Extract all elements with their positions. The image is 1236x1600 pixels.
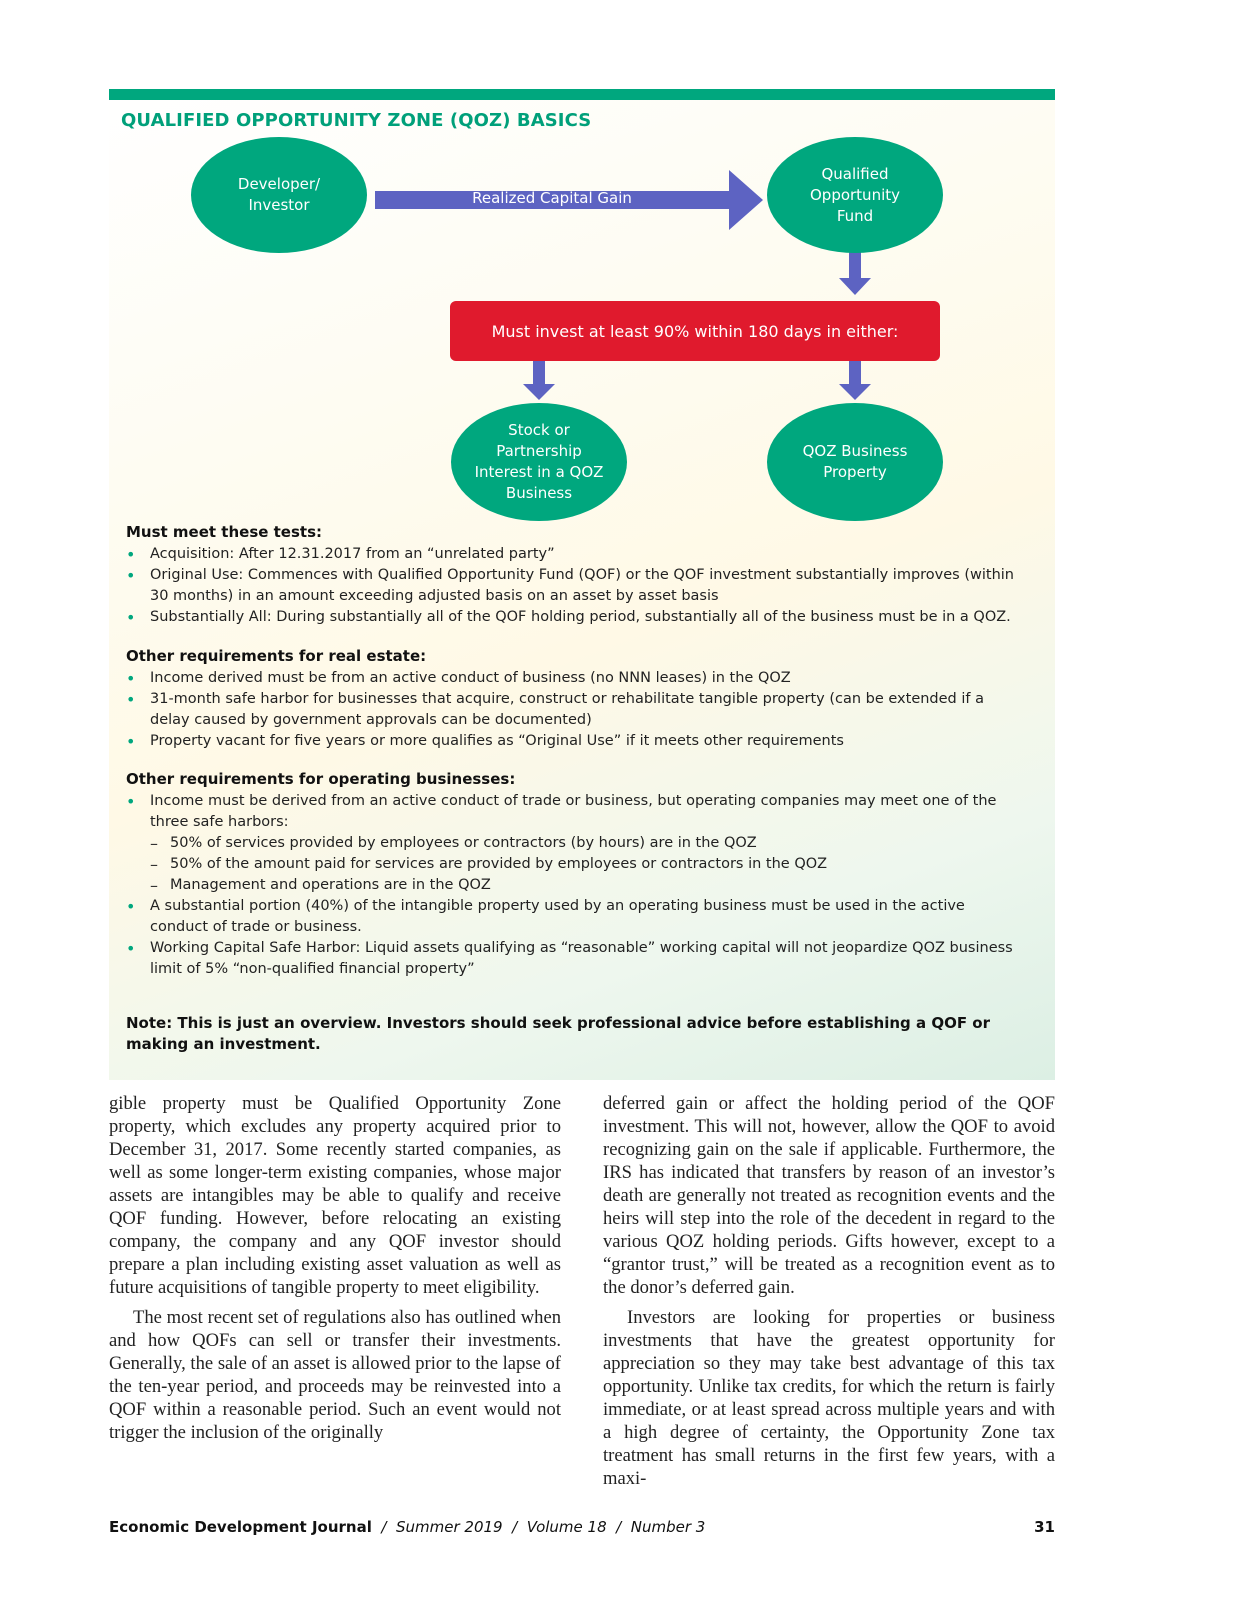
developer-investor-node: Developer/ Investor xyxy=(191,137,367,253)
realized-capital-gain-label: Realized Capital Gain xyxy=(472,189,632,207)
qof-down-arrow xyxy=(839,252,871,295)
page-footer xyxy=(109,1518,1055,1536)
paragraph: deferred gain or affect the holding period of the QOF investment. This will not, however, allow the QOF to avoid recognizing gain on the sale if applicable. Furthermore, the IRS has indicated that transfers by reason of an investor’s death are generally not treated as recognition events and the heirs will step into the role of the decedent in regard to the various QOZ holding periods. Gifts however, except to a “grantor trust,” will be treated as a recognition event as to the donor’s deferred gain. xyxy=(603,1093,1055,1298)
real-estate-requirements-section xyxy=(126,646,1026,752)
stock-down-arrow xyxy=(523,361,555,400)
list-item: • Income must be derived from an active conduct of trade or business, but operating companies may meet one of the three safe harbors: xyxy=(126,791,1026,833)
qoz-basics-figure xyxy=(109,89,1055,1080)
property-down-arrow xyxy=(839,361,871,400)
body-right-column xyxy=(603,1092,1055,1490)
qualified-opportunity-fund-node: Qualified Opportunity Fund xyxy=(767,137,943,253)
list-item: • Original Use: Commences with Qualified Opportunity Fund (QOF) or the QOF investment substantially improves (within 30 months) in an amount exceeding adjusted basis on an asset by asset basis xyxy=(126,565,1026,607)
list-item: • Working Capital Safe Harbor: Liquid assets qualifying as “reasonable” working capital will not jeopardize QOZ business limit of 5% “non-qualified financial property” xyxy=(126,938,1026,980)
issue-info: / Summer 2019 / Volume 18 / Number 3 xyxy=(371,1518,706,1536)
list-item: • Substantially All: During substantially all of the QOF holding period, substantially all of the business must be in a QOZ. xyxy=(126,607,1026,628)
section-heading: Other requirements for operating businesses: xyxy=(126,770,516,788)
paragraph: gible property must be Qualified Opportunity Zone property, which excludes any property acquired prior to December 31, 2017. Some recently started companies, as well as some longer-term existing companies, whose major assets are intangibles may be able to qualify and receive QOF funding. However, before relocating an existing company, the company and any QOF investor should prepare a plan including existing asset valuation as well as future acquisitions of tangible property to meet eligibility. xyxy=(109,1093,561,1298)
overview-note: Note: This is just an overview. Investors should seek professional advice before establishing a QOF or making an investment. xyxy=(126,1014,991,1053)
list-item: • Property vacant for five years or more qualifies as “Original Use” if it meets other requirements xyxy=(126,731,1026,752)
qoz-business-property-node: QOZ Business Property xyxy=(767,403,943,521)
figure-title: QUALIFIED OPPORTUNITY ZONE (QOZ) BASICS xyxy=(121,110,592,131)
section-heading: Must meet these tests: xyxy=(126,523,323,541)
list-item: • Income derived must be from an active conduct of business (no NNN leases) in the QOZ xyxy=(126,668,1026,689)
paragraph: Investors are looking for properties or business investments that have the greatest opportunity for appreciation so they may take best advantage of this tax opportunity. Unlike tax credits, for which the return is fairly immediate, or at least spread across multiple years and with a high degree of certainty, the Opportunity Zone tax treatment has small returns in the first few years, with a maxi- xyxy=(603,1307,1055,1489)
journal-name: Economic Development Journal xyxy=(109,1518,372,1536)
section-heading: Other requirements for real estate: xyxy=(126,647,427,665)
paragraph: The most recent set of regulations also has outlined when and how QOFs can sell or transfer their investments. Generally, the sale of an asset is allowed prior to the lapse of the ten-year period, and proceeds may be reinvested into a QOF within a reasonable period. Such an event would not trigger the inclusion of the originally xyxy=(109,1307,561,1443)
invest-requirement-bar: Must invest at least 90% within 180 days in either: xyxy=(450,301,940,361)
operating-business-requirements-section xyxy=(126,769,1026,980)
stock-partnership-node: Stock or Partnership Interest in a QOZ Business xyxy=(451,403,627,521)
sub-list-item: – 50% of services provided by employees or contractors (by hours) are in the QOZ xyxy=(126,833,1026,854)
page-number: 31 xyxy=(1034,1518,1055,1536)
must-meet-tests-section xyxy=(126,522,1026,628)
list-item: • Acquisition: After 12.31.2017 from an “unrelated party” xyxy=(126,544,1026,565)
sub-list-item: – Management and operations are in the QOZ xyxy=(126,875,1026,896)
list-item: • A substantial portion (40%) of the intangible property used by an operating business must be used in the active conduct of trade or business. xyxy=(126,896,1026,938)
list-item: • 31-month safe harbor for businesses that acquire, construct or rehabilitate tangible property (can be extended if a delay caused by government approvals can be documented) xyxy=(126,689,1026,731)
body-left-column xyxy=(109,1092,561,1444)
sub-list-item: – 50% of the amount paid for services are provided by employees or contractors in the QOZ xyxy=(126,854,1026,875)
